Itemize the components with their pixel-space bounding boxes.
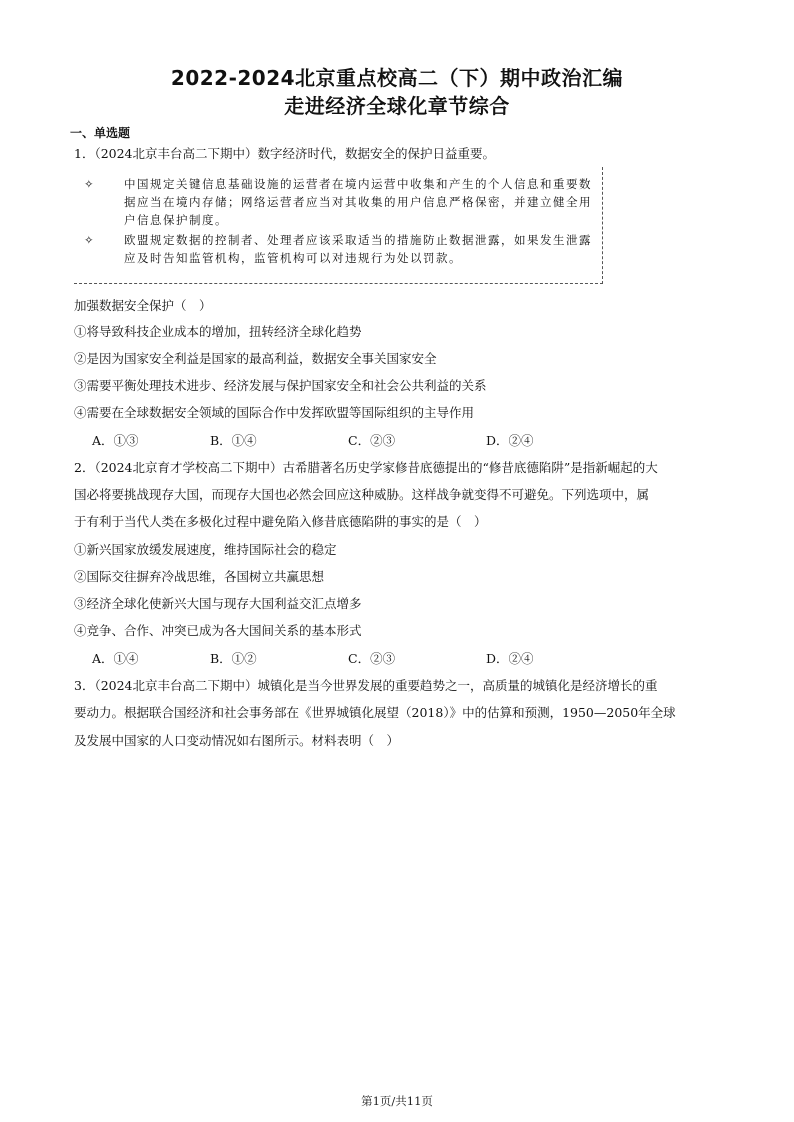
q2-option-b[interactable]: B．①② xyxy=(210,651,257,666)
q3-stem-line: 要动力。根据联合国经济和社会事务部在《世界城镇化展望（2018）》中的估算和预测，1950—2050年全球 xyxy=(74,705,676,720)
q1-option-a[interactable]: A．①③ xyxy=(92,433,139,448)
q2-stem-line: 2．（2024北京育才学校高二下期中）古希腊著名历史学家修昔底德提出的“修昔底德陷阱”是指新崛起的大 xyxy=(74,460,658,475)
q1-material-text: 欧盟规定数据的控制者、处理者应该采取适当的措施防止数据泄露，如果发生泄露应及时告知监管机构，监管机构可以对违规行为处以罚款。 xyxy=(124,233,592,265)
q1-option-c[interactable]: C．②③ xyxy=(348,433,396,448)
q2-item: ②国际交往摒弃冷战思维，各国树立共赢思想 xyxy=(74,569,325,584)
q2-option-d[interactable]: D．②④ xyxy=(486,651,534,666)
document-title: 2022-2024北京重点校高二（下）期中政治汇编 xyxy=(170,66,624,90)
q1-stem: 1．（2024北京丰台高二下期中）数字经济时代，数据安全的保护日益重要。 xyxy=(74,146,496,161)
q2-stem-line: 国必将要挑战现存大国，而现存大国也必然会回应这种威胁。这样战争就变得不可避免。下列选项中，属 xyxy=(74,487,650,502)
q1-prompt: 加强数据安全保护（ ） xyxy=(74,298,212,313)
diamond-bullet-icon: ✧ xyxy=(84,233,94,247)
q3-stem-line: 及发展中国家的人口变动情况如右图所示。材料表明（ ） xyxy=(74,733,400,748)
q2-option-c[interactable]: C．②③ xyxy=(348,651,396,666)
section-heading: 一、单选题 xyxy=(70,126,131,140)
q1-material-text: 中国规定关键信息基础设施的运营者在境内运营中收集和产生的个人信息和重要数据应当在境内存储；网络运营者应当对其收集的用户信息严格保密，并建立健全用户信息保护制度。 xyxy=(124,177,592,227)
page-footer: 第1页/共11页 xyxy=(361,1094,433,1108)
q2-option-a[interactable]: A．①④ xyxy=(92,651,139,666)
q1-option-b[interactable]: B．①④ xyxy=(210,433,257,448)
document-subtitle: 走进经济全球化章节综合 xyxy=(284,94,510,118)
q2-item: ①新兴国家放缓发展速度，维持国际社会的稳定 xyxy=(74,542,337,557)
q1-item: ③需要平衡处理技术进步、经济发展与保护国家安全和社会公共利益的关系 xyxy=(74,378,487,393)
q1-item: ④需要在全球数据安全领域的国际合作中发挥欧盟等国际组织的主导作用 xyxy=(74,405,475,420)
q3-stem-line: 3．（2024北京丰台高二下期中）城镇化是当今世界发展的重要趋势之一，高质量的城镇化是经济增长的重 xyxy=(74,678,658,693)
q1-item: ②是因为国家安全利益是国家的最高利益，数据安全事关国家安全 xyxy=(74,351,437,366)
q2-item: ③经济全球化使新兴大国与现存大国利益交汇点增多 xyxy=(74,596,362,611)
q2-item: ④竞争、合作、冲突已成为各大国间关系的基本形式 xyxy=(74,623,362,638)
q2-stem-line: 于有利于当代人类在多极化过程中避免陷入修昔底德陷阱的事实的是（ ） xyxy=(74,514,487,529)
q1-item: ①将导致科技企业成本的增加，扭转经济全球化趋势 xyxy=(74,324,362,339)
q1-material-box xyxy=(74,167,603,284)
diamond-bullet-icon: ✧ xyxy=(84,177,94,191)
q1-option-d[interactable]: D．②④ xyxy=(486,433,534,448)
